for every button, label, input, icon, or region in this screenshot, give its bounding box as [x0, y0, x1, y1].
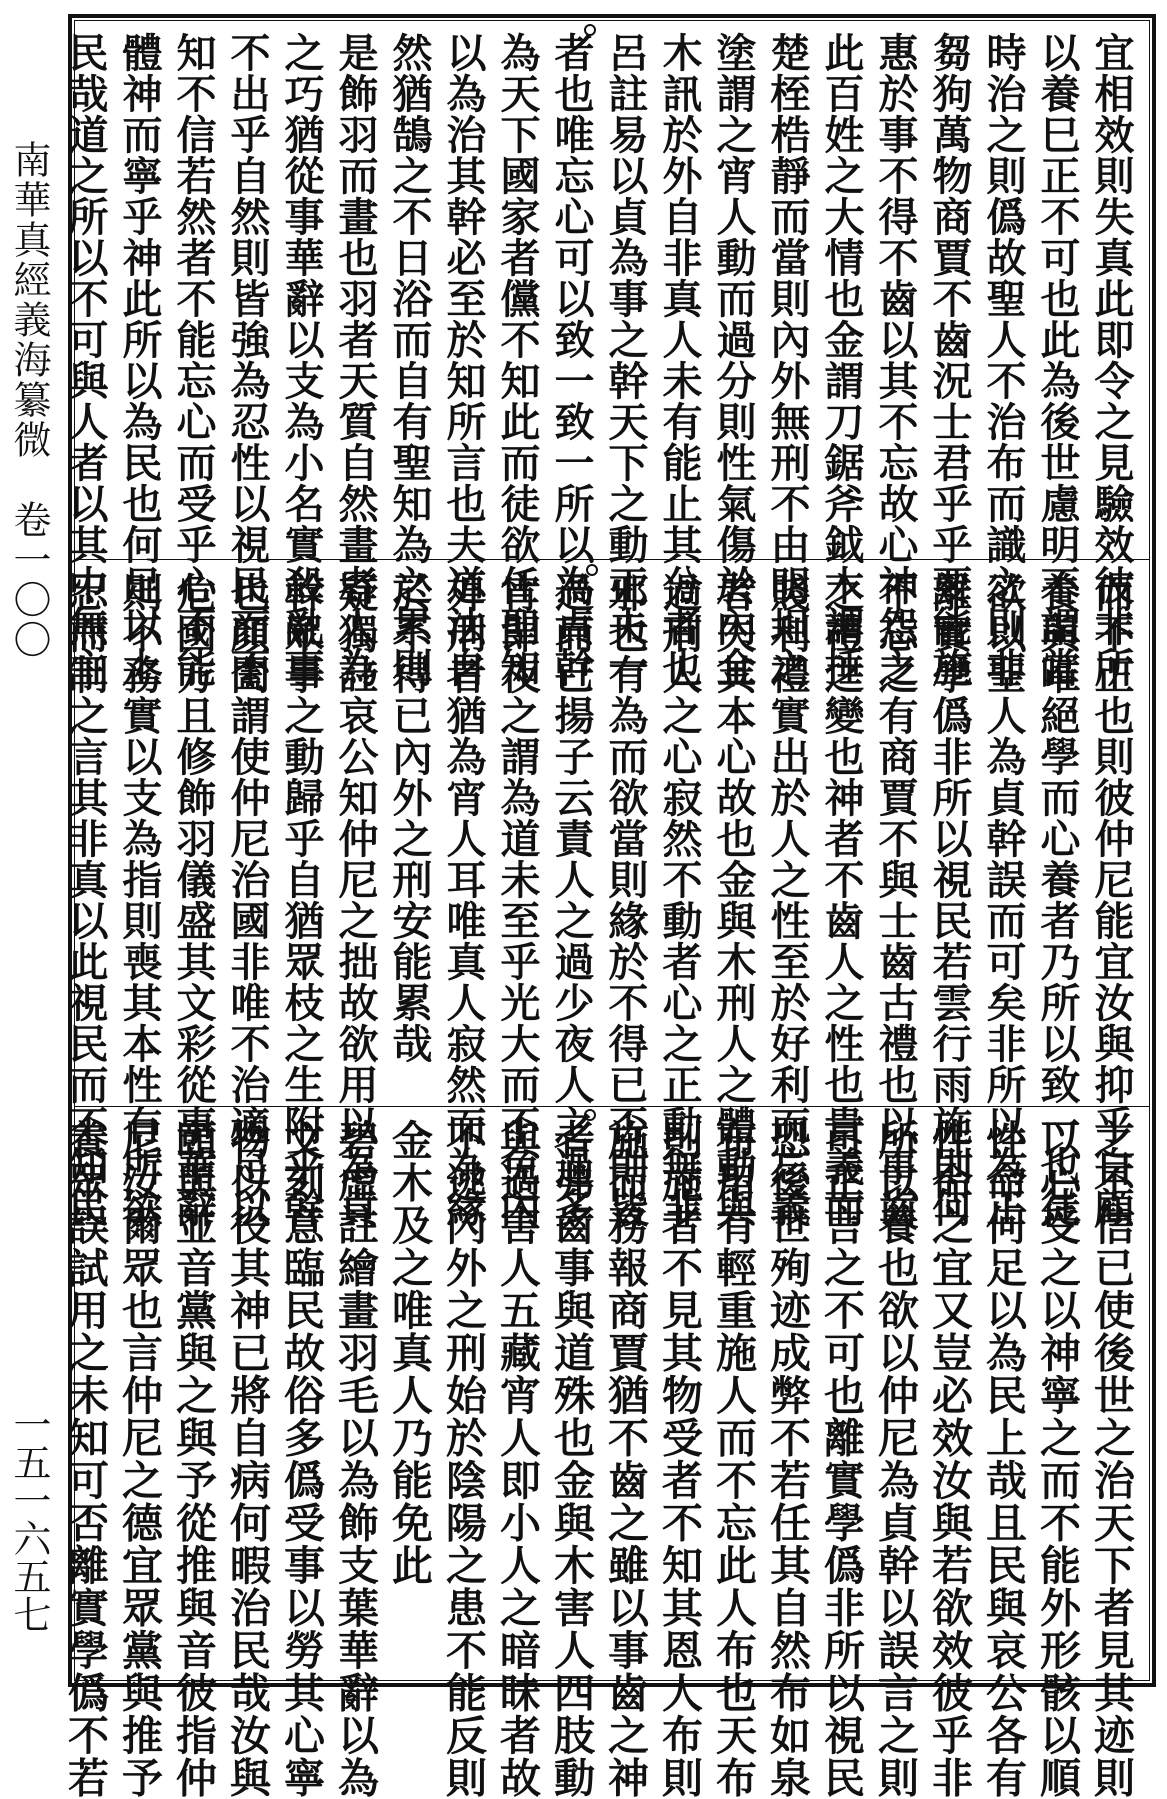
text-column: 宜相效則失真此即令之見驗效彼非所	[1088, 32, 1135, 688]
text-column: 於不得已內外之刑安能累哉	[386, 572, 433, 1064]
text-column: 之不信已使後世之治天下者見其迹則	[1087, 1119, 1135, 1799]
text-column: 忍而制之言其非真以此視民而不知民	[62, 572, 109, 1228]
text-column: 性命之宜又豈必效汝與若欲效彼乎非	[925, 1119, 973, 1799]
text-column: 以為治其幹必至於知所言也夫道法自	[440, 32, 487, 688]
text-column: 幹眾事之動歸乎自猶眾枝之生附乎幹	[278, 572, 325, 1228]
text-column: 賤利禮實出於人之性至於好利而忘義	[764, 572, 811, 1228]
text-column: 施而務報商賈猶不齒之雖以事齒之神	[601, 1119, 649, 1799]
book-title-margin: 南華真經義海纂微 卷一〇〇	[7, 140, 51, 660]
text-column: 碧虛註繪畫羽毛以為飾支葉華辭以為	[331, 1119, 379, 1799]
text-column: 物以役其神已將自病何暇治民哉汝與	[223, 1119, 271, 1799]
text-column: 者也唯忘心可以致一致一所以為貞幹	[548, 32, 595, 688]
page-number-margin: 一五一六五七	[7, 1405, 51, 1633]
text-column: 民哉道之所以不可與人者以其中無主	[62, 32, 109, 688]
text-column: 金木及之唯真人乃能免此	[385, 1119, 433, 1587]
text-column: 疑獨註哀公知仲尼之拙故欲用以為貞	[332, 572, 379, 1228]
text-column: 而不正也則彼仲尼能宜汝與抑乎自顧	[1088, 572, 1135, 1228]
text-column: 與過害人五藏宵人即小人之暗昧者故	[493, 1119, 541, 1799]
text-column: 芻狗萬物商賈不齒況士君乎乎要能施	[926, 32, 973, 688]
text-column: 此百姓之大情也金謂刀鋸斧鉞木謂捶	[818, 32, 865, 688]
text-column: 文刻意臨民故俗多僞受事以勞其心寧	[277, 1119, 325, 1799]
text-column: 尼汝爾眾也言仲尼之德宜眾黨與推予	[115, 1119, 163, 1799]
text-column: 邪也有為而欲當則緣於不得已否則皆	[602, 572, 649, 1228]
text-column: 楚桎梏靜而當則內外無刑不由明坦之	[764, 32, 811, 688]
text-column: 以養巳正不可也此為後世慮明不謂當	[1034, 32, 1081, 688]
text-column: 也顏闔謂使仲尼治國非唯不治適足以	[224, 572, 271, 1228]
text-column: 惠於事不得不齒以其不忘故心神怨之	[872, 32, 919, 688]
text-column: 頤與並音黨與之與予從推與音彼指仲	[169, 1119, 217, 1799]
text-column: 木訊於外自非真人未有能止其分者也	[656, 32, 703, 688]
text-column: 可正言之不可也離實學僞非所以視民	[817, 1119, 865, 1799]
text-column: 欲以聖人為貞幹誤而可矣非所以為正	[980, 572, 1027, 1228]
text-column: 不逃內外之刑始於陰陽之患不能反則	[439, 1119, 487, 1799]
text-column: 者弗齒事與道殊也金與木害人四肢動	[547, 1119, 595, 1799]
text-column: 所以養也欲以仲尼為貞幹以誤言之則	[871, 1119, 919, 1799]
paragraph-circle-mark	[584, 1109, 596, 1121]
text-column: 知不信若然者不能忘心而受乎心不能	[170, 32, 217, 688]
text-column: 則施者不見其物受者不知其恩人布則	[655, 1119, 703, 1799]
text-column: 之巧猶從事華辭以支為小名實殺亂事	[278, 32, 325, 688]
text-column: 養眾誤試用之未知可否離實學僞不若	[61, 1119, 109, 1799]
text-column: 呂註易以貞為事之幹天下之動正夫一	[602, 32, 649, 688]
text-column: 者失其本心故也金與木刑人之體動與	[710, 572, 757, 1228]
text-column: 性命何足以為民上哉且民與哀公各有	[979, 1119, 1027, 1799]
text-column: 過而已揚子云責人之過少夜人之過多	[548, 572, 595, 1228]
text-column: 塗謂之宵人動而過分則性氣傷於內金	[710, 32, 757, 688]
text-column: 是飾羽而畫也羽者天質自然畫者人為	[332, 32, 379, 688]
text-column: 外刑者猶為宵人耳唯真人寂然而為緣	[440, 572, 487, 1228]
text-column: 不出乎自然則皆強為忍性以視民而不	[224, 32, 271, 688]
text-column: 不忘之有商賈不與士齒古禮也以事齒	[872, 572, 919, 1228]
text-column: 恐後世殉迹成弊不若任其自然布如泉	[763, 1119, 811, 1799]
text-column: 養與唯絕學而心養者乃所以致一也徒	[1034, 572, 1081, 1228]
text-column: 體神而寧乎神此所以為民也何足以上	[116, 32, 163, 688]
text-column: 以心受之以神寧之而不能外形骸以順	[1033, 1119, 1081, 1799]
text-column: 危國方且修飾羽儀盛其文彩從事華辭	[170, 572, 217, 1228]
text-column: 時治之則僞故聖人不治布而識之則非	[980, 32, 1027, 688]
text-band-1	[62, 22, 1150, 688]
text-column: 離實學僞非所以視民若雲行雨施則何	[926, 572, 973, 1228]
paragraph-circle-mark	[586, 564, 598, 576]
text-column: 然猶鵠之不日浴而自有聖知為之累則	[386, 32, 433, 688]
text-column: 則不務實以支為指則喪其本性有所欲	[116, 572, 163, 1228]
text-column: 宵即夜之謂為道未至乎光大而不免內	[494, 572, 541, 1228]
text-column: 布用有輕重施人而不忘此人布也天布	[709, 1119, 757, 1799]
paragraph-circle-mark	[584, 24, 596, 36]
text-band-3	[61, 1109, 1150, 1799]
text-column: 過刑人之心寂然不動者心之正動無非	[656, 572, 703, 1228]
text-column: 之禮之變也神者不齒人之性也貴義而	[818, 572, 865, 1228]
text-column: 為天下國家者儻不知此而徒欲任聖知	[494, 32, 541, 688]
text-band-2	[62, 562, 1150, 1228]
